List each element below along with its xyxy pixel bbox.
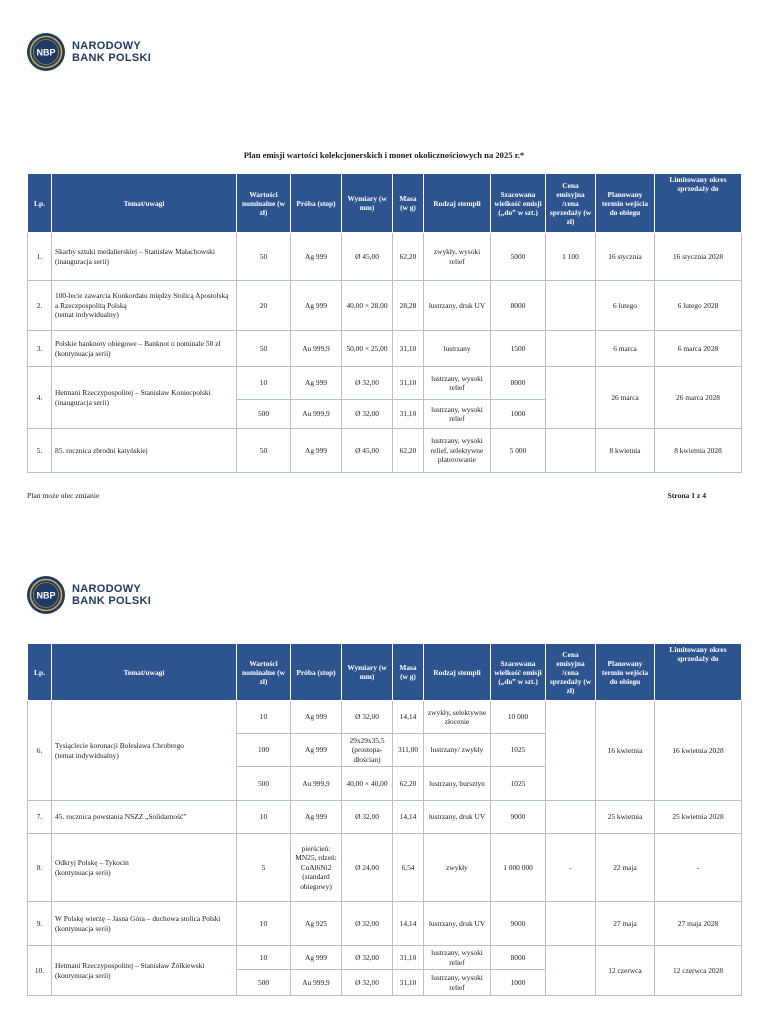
header-proba: Próba (stop) <box>291 174 342 233</box>
header-topic: Temat/uwagi <box>52 644 237 701</box>
header-price: Cena emisyjna /cena sprzedaży (w zł) <box>546 644 596 701</box>
cell-stamp: lustrzany, wysoki relief <box>424 970 491 996</box>
cell-dims: Ø 32,00 <box>342 367 393 400</box>
cell-nominal: 10 <box>237 367 291 400</box>
logo-line-2: BANK POLSKI <box>72 595 152 607</box>
cell-stamp: lustrzany, wysoki relief <box>424 946 491 970</box>
cell-volume: 5000 <box>491 233 546 281</box>
cell-proba: pierścień: MN25, rdzeń: CuAl6Ni2 (standard obiegowy) <box>291 834 342 902</box>
cell-proba: Ag 925 <box>291 902 342 946</box>
cell-nominal: 10 <box>237 902 291 946</box>
cell-lp: 2. <box>28 281 52 331</box>
cell-nominal: 20 <box>237 281 291 331</box>
header-topic: Temat/uwagi <box>52 174 237 233</box>
header-volume: Szacowana wielkość emisji („do” w szt.) <box>491 644 546 701</box>
cell-limited: - <box>655 834 742 902</box>
cell-lp: 9. <box>28 902 52 946</box>
cell-nominal: 100 <box>237 734 291 767</box>
cell-lp: 1. <box>28 233 52 281</box>
cell-volume: 9000 <box>491 902 546 946</box>
cell-date: 16 stycznia <box>596 233 655 281</box>
cell-price <box>546 281 596 331</box>
table-header-row <box>28 174 742 233</box>
cell-limited: 6 marca 2028 <box>655 331 742 367</box>
header-proba: Próba (stop) <box>291 644 342 701</box>
cell-mass: 31,10 <box>393 400 424 429</box>
cell-lp: 10. <box>28 946 52 996</box>
cell-proba: Ag 999 <box>291 801 342 834</box>
cell-price: - <box>546 834 596 902</box>
logo-line-1: NARODOWY <box>72 583 142 595</box>
cell-mass: 31,10 <box>393 946 424 970</box>
cell-dims: 40,00 × 28,00 <box>342 281 393 331</box>
table-row <box>28 801 742 834</box>
cell-stamp: lustrzany, wysoki relief <box>424 367 491 400</box>
cell-topic: 85. rocznica zbrodni katyńskiej <box>52 429 237 473</box>
cell-price <box>546 801 596 834</box>
cell-proba: Au 999,9 <box>291 400 342 429</box>
header-lp: Lp. <box>28 174 52 233</box>
header-nominal: Wartości nominalne (w zł) <box>237 174 291 233</box>
cell-dims: 40,00 × 40,00 <box>342 767 393 801</box>
cell-proba: Ag 999 <box>291 429 342 473</box>
cell-volume: 8000 <box>491 281 546 331</box>
cell-volume: 1000 <box>491 970 546 996</box>
cell-volume: 1025 <box>491 767 546 801</box>
cell-mass: 62,20 <box>393 233 424 281</box>
header-dims: Wymiary (w mm) <box>342 174 393 233</box>
cell-price <box>546 946 596 996</box>
cell-proba: Ag 999 <box>291 701 342 734</box>
cell-topic: Hetmani Rzeczypospolitej – Stanisław Koniecpolski (inauguracja serii) <box>52 367 237 429</box>
cell-topic: 45. rocznica powstania NSZZ „Solidarność” <box>52 801 237 834</box>
cell-mass: 6,54 <box>393 834 424 902</box>
table-row <box>28 946 742 970</box>
cell-proba: Ag 999 <box>291 233 342 281</box>
cell-dims: Ø 45,00 <box>342 429 393 473</box>
svg-text:NBP: NBP <box>36 47 56 58</box>
table-row <box>28 701 742 734</box>
footer-note: Plan może ulec zmianie <box>27 491 100 500</box>
table-row <box>28 281 742 331</box>
nbp-logo <box>26 575 151 615</box>
cell-stamp: lustrzany, bursztyn <box>424 767 491 801</box>
table-header-row <box>28 644 742 701</box>
cell-dims: Ø 32,00 <box>342 946 393 970</box>
cell-topic: Polskie banknoty obiegowe – Banknot o nominale 50 zł (kontynuacja serii) <box>52 331 237 367</box>
cell-mass: 311,00 <box>393 734 424 767</box>
cell-lp: 4. <box>28 367 52 429</box>
cell-mass: 14,14 <box>393 902 424 946</box>
cell-lp: 7. <box>28 801 52 834</box>
nbp-seal-icon <box>26 32 66 72</box>
cell-mass: 14,14 <box>393 801 424 834</box>
table-row <box>28 429 742 473</box>
cell-topic: Hetmani Rzeczypospolitej – Stanisław Żółkiewski (kontynuacja serii) <box>52 946 237 996</box>
cell-date: 16 kwietnia <box>596 701 655 801</box>
cell-dims: 29x29x35,5 (prostopa-dłościan) <box>342 734 393 767</box>
cell-limited: 16 kwietnia 2028 <box>655 701 742 801</box>
cell-volume: 8000 <box>491 367 546 400</box>
cell-dims: Ø 32,00 <box>342 400 393 429</box>
header-date: Planowany termin wejścia do obiegu <box>596 644 655 701</box>
cell-nominal: 10 <box>237 946 291 970</box>
cell-date: 12 czerwca <box>596 946 655 996</box>
document-page-2 <box>0 560 768 1024</box>
cell-price: 1 100 <box>546 233 596 281</box>
cell-volume: 5 000 <box>491 429 546 473</box>
cell-limited: 12 czerwca 2028 <box>655 946 742 996</box>
cell-volume: 9000 <box>491 801 546 834</box>
cell-topic: Odkryj Polskę – Tykocin (kontynuacja serii) <box>52 834 237 902</box>
cell-limited: 25 kwietnia 2028 <box>655 801 742 834</box>
cell-topic: Tysiąclecie koronacji Bolesława Chrobrego (temat indywidualny) <box>52 701 237 801</box>
header-date: Planowany termin wejścia do obiegu <box>596 174 655 233</box>
cell-date: 26 marca <box>596 367 655 429</box>
cell-mass: 62,20 <box>393 429 424 473</box>
header-mass: Masa (w g) <box>393 644 424 701</box>
cell-proba: Ag 999 <box>291 734 342 767</box>
cell-mass: 31,10 <box>393 970 424 996</box>
header-volume: Szacowana wielkość emisji („do” w szt.) <box>491 174 546 233</box>
cell-nominal: 50 <box>237 429 291 473</box>
cell-nominal: 500 <box>237 970 291 996</box>
cell-mass: 28,28 <box>393 281 424 331</box>
document-title: Plan emisji wartości kolekcjonerskich i monet okolicznościowych na 2025 r.* <box>243 150 525 160</box>
cell-proba: Au 999,9 <box>291 767 342 801</box>
cell-date: 8 kwietnia <box>596 429 655 473</box>
cell-dims: Ø 45,00 <box>342 233 393 281</box>
cell-date: 6 lutego <box>596 281 655 331</box>
cell-volume: 1025 <box>491 734 546 767</box>
table-row <box>28 834 742 902</box>
cell-nominal: 50 <box>237 233 291 281</box>
cell-dims: Ø 32,00 <box>342 902 393 946</box>
table-row <box>28 233 742 281</box>
header-limited: Limitowany okres sprzedaży do <box>655 174 742 233</box>
svg-text:NBP: NBP <box>36 590 56 601</box>
cell-proba: Ag 999 <box>291 946 342 970</box>
cell-nominal: 10 <box>237 701 291 734</box>
logo-line-2: BANK POLSKI <box>72 52 152 64</box>
cell-mass: 31,10 <box>393 367 424 400</box>
table-row <box>28 331 742 367</box>
cell-nominal: 500 <box>237 767 291 801</box>
cell-stamp: zwykły <box>424 834 491 902</box>
cell-stamp: lustrzany <box>424 331 491 367</box>
cell-nominal: 5 <box>237 834 291 902</box>
header-price: Cena emisyjna /cena sprzedaży (w zł) <box>546 174 596 233</box>
cell-limited: 6 lutego 2028 <box>655 281 742 331</box>
cell-dims: 50,00 × 25,00 <box>342 331 393 367</box>
cell-topic: Skarby sztuki medalierskiej – Stanisław Małachowski (inauguracja serii) <box>52 233 237 281</box>
cell-proba: Au 999,9 <box>291 970 342 996</box>
cell-limited: 27 maja 2028 <box>655 902 742 946</box>
cell-stamp: lustrzany, druk UV <box>424 902 491 946</box>
cell-stamp: zwykły, wysoki relief <box>424 233 491 281</box>
cell-mass: 31,10 <box>393 331 424 367</box>
cell-proba: Ag 999 <box>291 281 342 331</box>
cell-stamp: lustrzany, druk UV <box>424 281 491 331</box>
cell-price <box>546 367 596 429</box>
cell-stamp: lustrzany, wysoki relief, selektywne platerowanie <box>424 429 491 473</box>
cell-proba: Ag 999 <box>291 367 342 400</box>
cell-lp: 3. <box>28 331 52 367</box>
cell-price <box>546 429 596 473</box>
cell-proba: Au 999,9 <box>291 331 342 367</box>
nbp-logo <box>26 32 151 72</box>
cell-volume: 10 000 <box>491 701 546 734</box>
cell-mass: 62,20 <box>393 767 424 801</box>
cell-date: 27 maja <box>596 902 655 946</box>
cell-stamp: lustrzany, druk UV <box>424 801 491 834</box>
cell-dims: Ø 32,00 <box>342 801 393 834</box>
cell-volume: 1500 <box>491 331 546 367</box>
cell-price <box>546 701 596 801</box>
cell-volume: 1000 <box>491 400 546 429</box>
cell-date: 6 marca <box>596 331 655 367</box>
emission-plan-table-2 <box>27 643 742 996</box>
cell-lp: 8. <box>28 834 52 902</box>
cell-volume: 1 000 000 <box>491 834 546 902</box>
cell-stamp: lustrzany, wysoki relief <box>424 400 491 429</box>
footer-page-number: Strona 1 z 4 <box>667 491 706 500</box>
cell-mass: 14,14 <box>393 701 424 734</box>
cell-topic: W Polskę wierzę – Jasna Góra – duchowa stolica Polski (kontynuacja serii) <box>52 902 237 946</box>
header-mass: Masa (w g) <box>393 174 424 233</box>
header-stamp: Rodzaj stempli <box>424 644 491 701</box>
cell-dims: Ø 24,00 <box>342 834 393 902</box>
header-nominal: Wartości nominalne (w zł) <box>237 644 291 701</box>
cell-stamp: zwykły, selektywne złocenie <box>424 701 491 734</box>
table-row <box>28 367 742 400</box>
table-row <box>28 902 742 946</box>
header-stamp: Rodzaj stempli <box>424 174 491 233</box>
cell-limited: 26 marca 2028 <box>655 367 742 429</box>
cell-topic: 100-lecie zawarcia Konkordatu między Stolicą Apostolską a Rzeczpospolitą Polską (temat indywidualny) <box>52 281 237 331</box>
cell-dims: Ø 32,00 <box>342 970 393 996</box>
cell-lp: 5. <box>28 429 52 473</box>
cell-lp: 6. <box>28 701 52 801</box>
cell-nominal: 10 <box>237 801 291 834</box>
cell-dims: Ø 32,00 <box>342 701 393 734</box>
cell-date: 25 kwietnia <box>596 801 655 834</box>
header-lp: Lp. <box>28 644 52 701</box>
cell-price <box>546 331 596 367</box>
emission-plan-table-1 <box>27 173 742 473</box>
cell-volume: 8000 <box>491 946 546 970</box>
header-dims: Wymiary (w mm) <box>342 644 393 701</box>
cell-limited: 16 stycznia 2028 <box>655 233 742 281</box>
nbp-seal-icon <box>26 575 66 615</box>
cell-price <box>546 902 596 946</box>
cell-nominal: 500 <box>237 400 291 429</box>
header-limited: Limitowany okres sprzedaży do <box>655 644 742 701</box>
cell-nominal: 50 <box>237 331 291 367</box>
logo-line-1: NARODOWY <box>72 40 142 52</box>
cell-stamp: lustrzany/ zwykły <box>424 734 491 767</box>
cell-limited: 8 kwietnia 2028 <box>655 429 742 473</box>
cell-date: 22 maja <box>596 834 655 902</box>
